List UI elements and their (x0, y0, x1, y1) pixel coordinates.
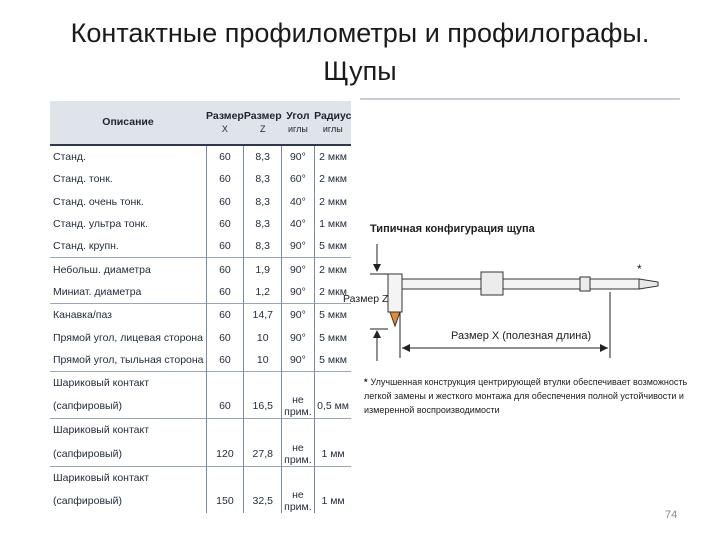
cell-radius (314, 466, 351, 489)
table-row (50, 213, 351, 235)
centering-sleeve (481, 272, 503, 295)
header-angle (282, 101, 315, 145)
cell-angle: 90° (282, 145, 315, 168)
table-row (50, 394, 351, 419)
size-z-label: Размер Z (343, 293, 389, 305)
cell-description: Небольш. диаметра (50, 258, 206, 281)
stylus-arm (389, 279, 639, 289)
header-size-z-top: Размер (243, 109, 282, 122)
cell-radius: 5 мкм (314, 326, 351, 348)
cell-angle: 40° (282, 213, 315, 235)
table-row (50, 419, 351, 442)
cell-size-x (206, 371, 244, 394)
cell-size-z: 10 (244, 326, 282, 348)
cell-description: Шариковый контакт (50, 419, 206, 442)
cell-angle: не прим. (282, 394, 315, 419)
cell-angle (282, 419, 315, 442)
cell-size-z: 8,3 (244, 168, 282, 190)
cell-size-z: 1,2 (244, 281, 282, 304)
cell-size-z: 10 (244, 349, 282, 372)
size-x-label: Размер X (полезная длина) (448, 330, 594, 342)
table-row (50, 466, 351, 489)
table-row (50, 168, 351, 190)
cell-description: Прямой угол, лицевая сторона (53, 331, 203, 344)
cell-size-x: 60 (206, 304, 244, 327)
cell-angle (282, 466, 315, 489)
cell-size-x: 60 (206, 168, 244, 190)
cell-radius: 1 мм (314, 489, 351, 513)
cell-radius: 2 мкм (314, 191, 351, 213)
cell-description: (сапфировый) (53, 494, 122, 507)
cell-size-x: 150 (206, 489, 244, 513)
table-row (50, 349, 351, 372)
stylus-shank (388, 274, 402, 312)
header-size-z-bottom: Z (259, 123, 266, 134)
table-row (50, 326, 351, 348)
cell-radius: 5 мкм (314, 304, 351, 327)
table-row (50, 489, 351, 513)
table-body (50, 145, 351, 513)
x-arrow-left-icon (402, 344, 410, 352)
cell-angle: 90° (282, 258, 315, 281)
header-radius-bottom: иглы (322, 123, 343, 134)
header-radius-top: Радиус (314, 109, 352, 122)
cell-radius: 2 мкм (314, 145, 351, 168)
cell-radius: 2 мкм (314, 258, 351, 281)
table-row (50, 235, 351, 258)
cell-size-z: 8,3 (244, 235, 282, 258)
stylus-ring (580, 277, 590, 291)
cell-angle: 90° (282, 235, 315, 258)
header-size-x (206, 101, 244, 145)
cell-size-x: 60 (206, 145, 244, 168)
cell-size-z: 14,7 (244, 304, 282, 327)
cell-angle: не прим. (282, 489, 315, 513)
table-row (50, 191, 351, 213)
cell-size-x: 60 (206, 281, 244, 304)
z-arrow-down-icon (373, 264, 381, 272)
cell-angle (282, 371, 315, 394)
table-row (50, 442, 351, 467)
page-number: 74 (665, 509, 678, 521)
table-row (50, 281, 351, 304)
cell-description: Шариковый контакт (50, 371, 206, 394)
cell-description: Прямой угол, тыльная сторона (53, 353, 204, 366)
slide-title-line-1: Контактные профилометры и профилографы. (70, 18, 650, 48)
slide-title (0, 14, 720, 90)
footnote-asterisk: * (364, 377, 368, 387)
cell-description: (сапфировый) (53, 447, 122, 460)
table-row (50, 145, 351, 168)
cell-description: Станд. крупн. (53, 240, 119, 253)
header-size-z (244, 101, 282, 145)
cell-size-x: 60 (206, 191, 244, 213)
table-header-row (50, 101, 351, 145)
cell-description: Станд. (53, 151, 86, 164)
cell-description: Станд. тонк. (53, 173, 113, 186)
cell-angle: 60° (282, 168, 315, 190)
cell-angle: 90° (282, 281, 315, 304)
cell-radius: 1 мм (314, 442, 351, 467)
cell-size-z: 27,8 (244, 442, 282, 467)
cell-description: (сапфировый) (53, 400, 122, 413)
cell-angle: 90° (282, 304, 315, 327)
footnote-text: Улучшенная конструкция центрирующей втулки обеспечивает возможность легкой замены и жесткого монтажа для обеспечения полной устойчивости и измеренной воспроизводимости (364, 377, 688, 415)
stylus-tip (390, 312, 400, 326)
cell-description: Миниат. диаметра (53, 285, 142, 298)
cell-size-x: 60 (206, 326, 244, 348)
cell-size-x: 60 (206, 258, 244, 281)
diagram-title: Типичная конфигурация щупа (370, 223, 535, 235)
cell-size-x (206, 466, 244, 489)
cell-size-z (244, 419, 282, 442)
header-size-x-top: Размер (206, 109, 244, 122)
cell-description: Канавка/паз (50, 304, 206, 327)
tip-asterisk: * (637, 262, 642, 276)
table-row (50, 371, 351, 394)
cell-radius: 5 мкм (314, 349, 351, 372)
header-description: Описание (50, 101, 206, 145)
cell-size-x: 60 (206, 213, 244, 235)
x-arrow-right-icon (600, 344, 608, 352)
cell-size-z: 1,9 (244, 258, 282, 281)
stylus-spec-table-container (50, 101, 352, 513)
cell-radius: 1 мкм (314, 213, 351, 235)
cell-angle: не прим. (282, 442, 315, 467)
cell-size-z: 8,3 (244, 191, 282, 213)
cell-description: Станд. очень тонк. (53, 195, 144, 208)
cell-angle: 40° (282, 191, 315, 213)
cell-description: Шариковый контакт (50, 466, 206, 489)
cell-radius: 5 мкм (314, 235, 351, 258)
cell-angle: 90° (282, 349, 315, 372)
cell-size-x: 60 (206, 235, 244, 258)
cell-size-z: 8,3 (244, 213, 282, 235)
diagram-footnote (364, 375, 694, 417)
cell-size-z (244, 371, 282, 394)
stylus-spec-table (50, 101, 351, 513)
cell-size-x (206, 419, 244, 442)
header-angle-bottom: иглы (287, 123, 308, 134)
header-size-x-bottom: X (221, 123, 228, 134)
cell-size-z: 16,5 (244, 394, 282, 419)
cell-size-x: 60 (206, 349, 244, 372)
cell-radius: 2 мкм (314, 281, 351, 304)
cell-size-x: 120 (206, 442, 244, 467)
cell-size-x: 60 (206, 394, 244, 419)
slide-title-line-2: Щупы (323, 56, 397, 86)
header-angle-top: Угол (286, 109, 310, 122)
cell-radius: 0,5 мм (314, 394, 351, 419)
z-arrow-up-icon (373, 330, 381, 338)
table-row (50, 258, 351, 281)
table-row (50, 304, 351, 327)
cell-size-z: 32,5 (244, 489, 282, 513)
cell-description: Станд. ультра тонк. (53, 218, 148, 231)
cell-size-z: 8,3 (244, 145, 282, 168)
cell-radius: 2 мкм (314, 168, 351, 190)
cell-size-z (244, 466, 282, 489)
cell-angle: 90° (282, 326, 315, 348)
stylus-rear-tip (639, 279, 658, 289)
